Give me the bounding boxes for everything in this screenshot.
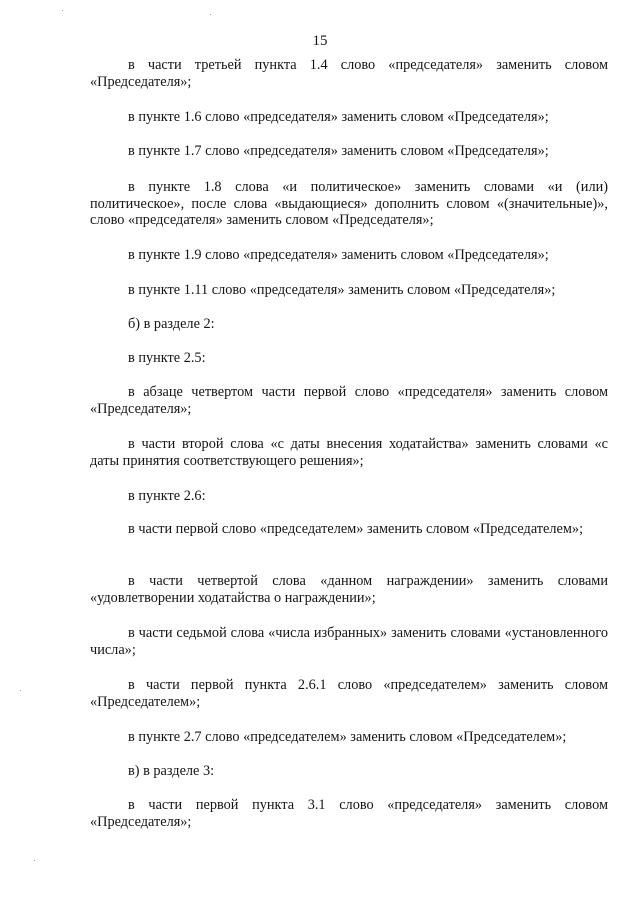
paragraph-12: в части первой слово «председателем» заменить словом «Председателем»; xyxy=(128,521,584,537)
paragraph-11: в пункте 2.6: xyxy=(128,488,206,504)
scan-speck xyxy=(62,10,63,11)
paragraph-5: в пункте 1.9 слово «председателя» заменить словом «Председателя»; xyxy=(128,247,549,263)
paragraph-4: в пункте 1.8 слова «и политическое» заменить словами «и (или) политическое», после слова «выдающиеся» дополнить словом «(значительные)», слово «председателя» заменить словом «Председателя»; xyxy=(90,179,608,228)
paragraph-2: в пункте 1.6 слово «председателя» заменить словом «Председателя»; xyxy=(128,109,549,125)
paragraph-1: в части третьей пункта 1.4 слово «председателя» заменить словом «Председателя»; xyxy=(90,57,608,90)
paragraph-6: в пункте 1.11 слово «председателя» заменить словом «Председателя»; xyxy=(128,282,556,298)
paragraph-13: в части четвертой слова «данном награждении» заменить словами «удовлетворении ходатайства о награждении»; xyxy=(90,573,608,606)
page-number: 15 xyxy=(312,33,328,49)
paragraph-7: б) в разделе 2: xyxy=(128,316,215,332)
paragraph-14: в части седьмой слова «числа избранных» заменить словами «установленного числа»; xyxy=(90,625,608,658)
paragraph-15: в части первой пункта 2.6.1 слово «председателем» заменить словом «Председателем»; xyxy=(90,677,608,710)
scan-speck xyxy=(210,14,211,15)
paragraph-3: в пункте 1.7 слово «председателя» заменить словом «Председателя»; xyxy=(128,143,549,159)
paragraph-16: в пункте 2.7 слово «председателем» заменить словом «Председателем»; xyxy=(128,729,567,745)
scan-speck xyxy=(20,690,21,691)
paragraph-10: в части второй слова «с даты внесения ходатайства» заменить словами «с даты принятия соответствующего решения»; xyxy=(90,436,608,469)
paragraph-9: в абзаце четвертом части первой слово «председателя» заменить словом «Председателя»; xyxy=(90,384,608,417)
paragraph-18: в части первой пункта 3.1 слово «председателя» заменить словом «Председателя»; xyxy=(90,797,608,830)
paragraph-17: в) в разделе 3: xyxy=(128,763,215,779)
paragraph-8: в пункте 2.5: xyxy=(128,350,206,366)
scan-speck xyxy=(34,860,35,861)
